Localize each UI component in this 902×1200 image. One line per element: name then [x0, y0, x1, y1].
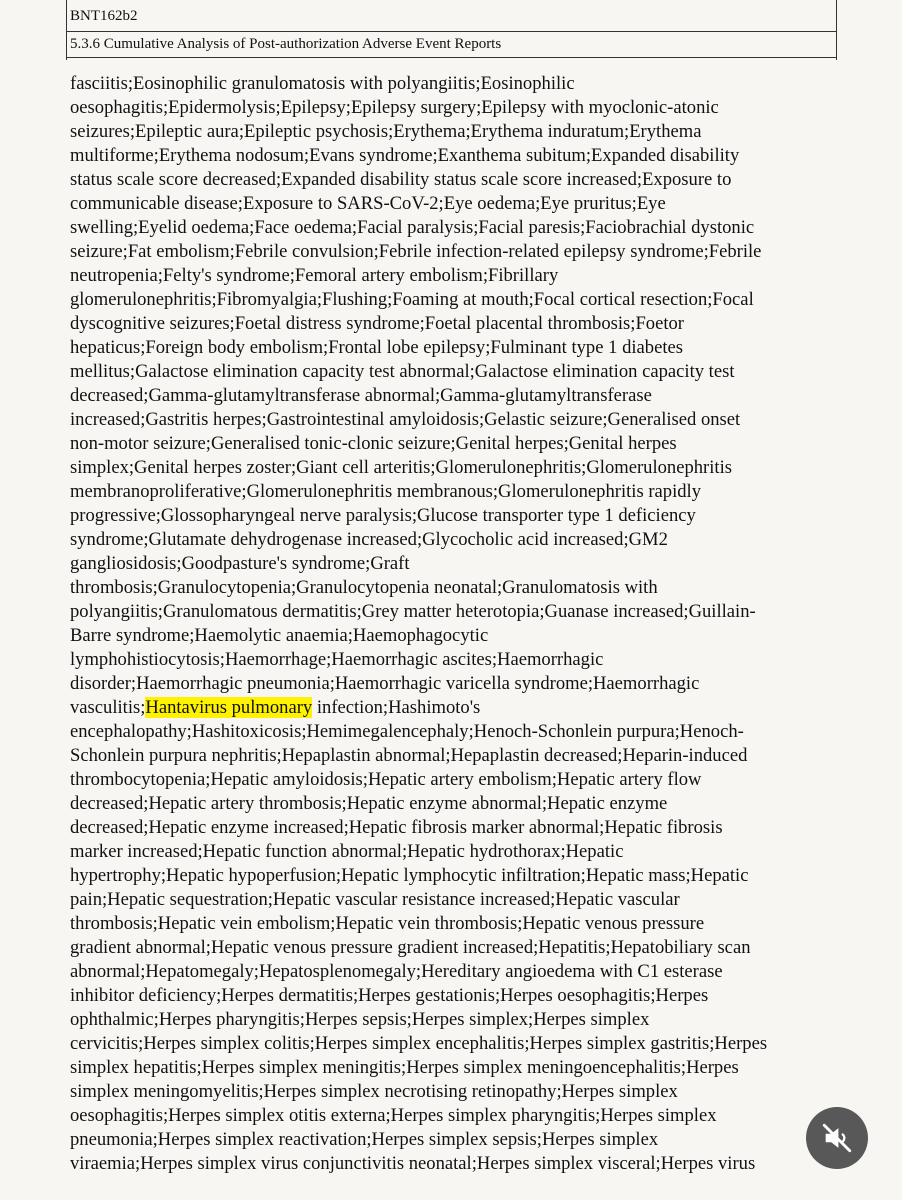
text-line: cervicitis;Herpes simplex colitis;Herpes simplex encephalitis;Herpes simplex gastritis;Herpes: [70, 1033, 768, 1054]
text-line: progressive;Glossopharyngeal nerve paralysis;Glucose transporter type 1 deficiency: [70, 505, 696, 526]
text-line: decreased;Hepatic artery thrombosis;Hepatic enzyme abnormal;Hepatic enzyme: [70, 793, 668, 814]
text-line: lymphohistiocytosis;Haemorrhage;Haemorrhagic ascites;Haemorrhagic: [70, 649, 604, 670]
text-line: hepaticus;Foreign body embolism;Frontal lobe epilepsy;Fulminant type 1 diabetes: [70, 337, 683, 358]
text-line: abnormal;Hepatomegaly;Hepatosplenomegaly;Hereditary angioedema with C1 esterase: [70, 961, 723, 982]
header-left-rule: [66, 0, 67, 60]
text-line: [70, 696, 902, 720]
header-right-rule: [836, 0, 837, 60]
text-line: glomerulonephritis;Fibromyalgia;Flushing;Foaming at mouth;Focal cortical resection;Focal: [70, 289, 754, 310]
text-line: polyangiitis;Granulomatous dermatitis;Grey matter heterotopia;Guanase increased;Guillain-: [70, 601, 756, 622]
text-line: seizures;Epileptic aura;Epileptic psychosis;Erythema;Erythema induratum;Erythema: [70, 121, 702, 142]
text-line: oesophagitis;Herpes simplex otitis externa;Herpes simplex pharyngitis;Herpes simplex: [70, 1105, 717, 1126]
text-line: increased;Gastritis herpes;Gastrointestinal amyloidosis;Gelastic seizure;Generalised onset: [70, 409, 741, 430]
text-line: thrombosis;Granulocytopenia;Granulocytopenia neonatal;Granulomatosis with: [70, 577, 658, 598]
text-line: simplex meningomyelitis;Herpes simplex necrotising retinopathy;Herpes simplex: [70, 1081, 678, 1102]
speaker-muted-icon: [820, 1121, 854, 1155]
text-line: pneumonia;Herpes simplex reactivation;Herpes simplex sepsis;Herpes simplex: [70, 1129, 659, 1150]
text-line: hypertrophy;Hepatic hypoperfusion;Hepatic lymphocytic infiltration;Hepatic mass;Hepatic: [70, 865, 749, 886]
text-segment: infection;Hashimoto's: [312, 697, 481, 718]
text-line: syndrome;Glutamate dehydrogenase increased;Glycocholic acid increased;GM2: [70, 529, 668, 550]
header-divider: [66, 31, 837, 32]
text-line: encephalopathy;Hashitoxicosis;Hemimegalencephaly;Henoch-Schonlein purpura;Henoch-: [70, 721, 744, 742]
text-line: thrombocytopenia;Hepatic amyloidosis;Hepatic artery embolism;Hepatic artery flow: [70, 769, 702, 790]
highlighted-term: Hantavirus pulmonary: [145, 697, 313, 718]
document-product-label: BNT162b2: [70, 8, 138, 24]
text-line: non-motor seizure;Generalised tonic-clonic seizure;Genital herpes;Genital herpes: [70, 433, 677, 454]
text-line: dyscognitive seizures;Foetal distress syndrome;Foetal placental thrombosis;Foetor: [70, 313, 685, 334]
text-line: decreased;Hepatic enzyme increased;Hepatic fibrosis marker abnormal;Hepatic fibrosis: [70, 817, 723, 838]
text-line: pain;Hepatic sequestration;Hepatic vascular resistance increased;Hepatic vascular: [70, 889, 680, 910]
text-segment: vasculitis;: [70, 697, 146, 718]
text-line: viraemia;Herpes simplex virus conjunctivitis neonatal;Herpes simplex visceral;Herpes virus: [70, 1153, 756, 1174]
adverse-event-list: [70, 72, 902, 1176]
text-line: membranoproliferative;Glomerulonephritis membranous;Glomerulonephritis rapidly: [70, 481, 701, 502]
text-line: status scale score decreased;Expanded disability status scale score increased;Exposure to: [70, 169, 732, 190]
text-line: simplex hepatitis;Herpes simplex meningitis;Herpes simplex meningoencephalitis;Herpes: [70, 1057, 739, 1078]
text-line: mellitus;Galactose elimination capacity test abnormal;Galactose elimination capacity test: [70, 361, 735, 382]
text-line: thrombosis;Hepatic vein embolism;Hepatic vein thrombosis;Hepatic venous pressure: [70, 913, 705, 934]
header-divider: [66, 57, 837, 58]
text-line: decreased;Gamma-glutamyltransferase abnormal;Gamma-glutamyltransferase: [70, 385, 652, 406]
text-line: swelling;Eyelid oedema;Face oedema;Facial paralysis;Facial paresis;Faciobrachial dystonic: [70, 217, 755, 238]
text-line: neutropenia;Felty's syndrome;Femoral artery embolism;Fibrillary: [70, 265, 559, 286]
text-line: Schonlein purpura nephritis;Hepaplastin abnormal;Hepaplastin decreased;Heparin-induced: [70, 745, 748, 766]
text-line: Barre syndrome;Haemolytic anaemia;Haemophagocytic: [70, 625, 489, 646]
text-line: multiforme;Erythema nodosum;Evans syndrome;Exanthema subitum;Expanded disability: [70, 145, 740, 166]
text-line: gradient abnormal;Hepatic venous pressure gradient increased;Hepatitis;Hepatobiliary scan: [70, 937, 751, 958]
mute-toggle-button[interactable]: [806, 1107, 868, 1169]
text-line: disorder;Haemorrhagic pneumonia;Haemorrhagic varicella syndrome;Haemorrhagic: [70, 673, 700, 694]
text-line: ophthalmic;Herpes pharyngitis;Herpes sepsis;Herpes simplex;Herpes simplex: [70, 1009, 650, 1030]
text-line: communicable disease;Exposure to SARS-CoV-2;Eye oedema;Eye pruritus;Eye: [70, 193, 666, 214]
text-line: simplex;Genital herpes zoster;Giant cell arteritis;Glomerulonephritis;Glomerulonephritis: [70, 457, 732, 478]
text-line: gangliosidosis;Goodpasture's syndrome;Graft: [70, 553, 410, 574]
text-line: marker increased;Hepatic function abnormal;Hepatic hydrothorax;Hepatic: [70, 841, 624, 862]
text-line: seizure;Fat embolism;Febrile convulsion;Febrile infection-related epilepsy syndrome;Febrile: [70, 241, 762, 262]
text-line: inhibitor deficiency;Herpes dermatitis;Herpes gestationis;Herpes oesophagitis;Herpes: [70, 985, 709, 1006]
text-line: oesophagitis;Epidermolysis;Epilepsy;Epilepsy surgery;Epilepsy with myoclonic-atonic: [70, 97, 719, 118]
document-section-title: 5.3.6 Cumulative Analysis of Post-authorization Adverse Event Reports: [70, 36, 502, 52]
text-line: fasciitis;Eosinophilic granulomatosis with polyangiitis;Eosinophilic: [70, 73, 575, 94]
